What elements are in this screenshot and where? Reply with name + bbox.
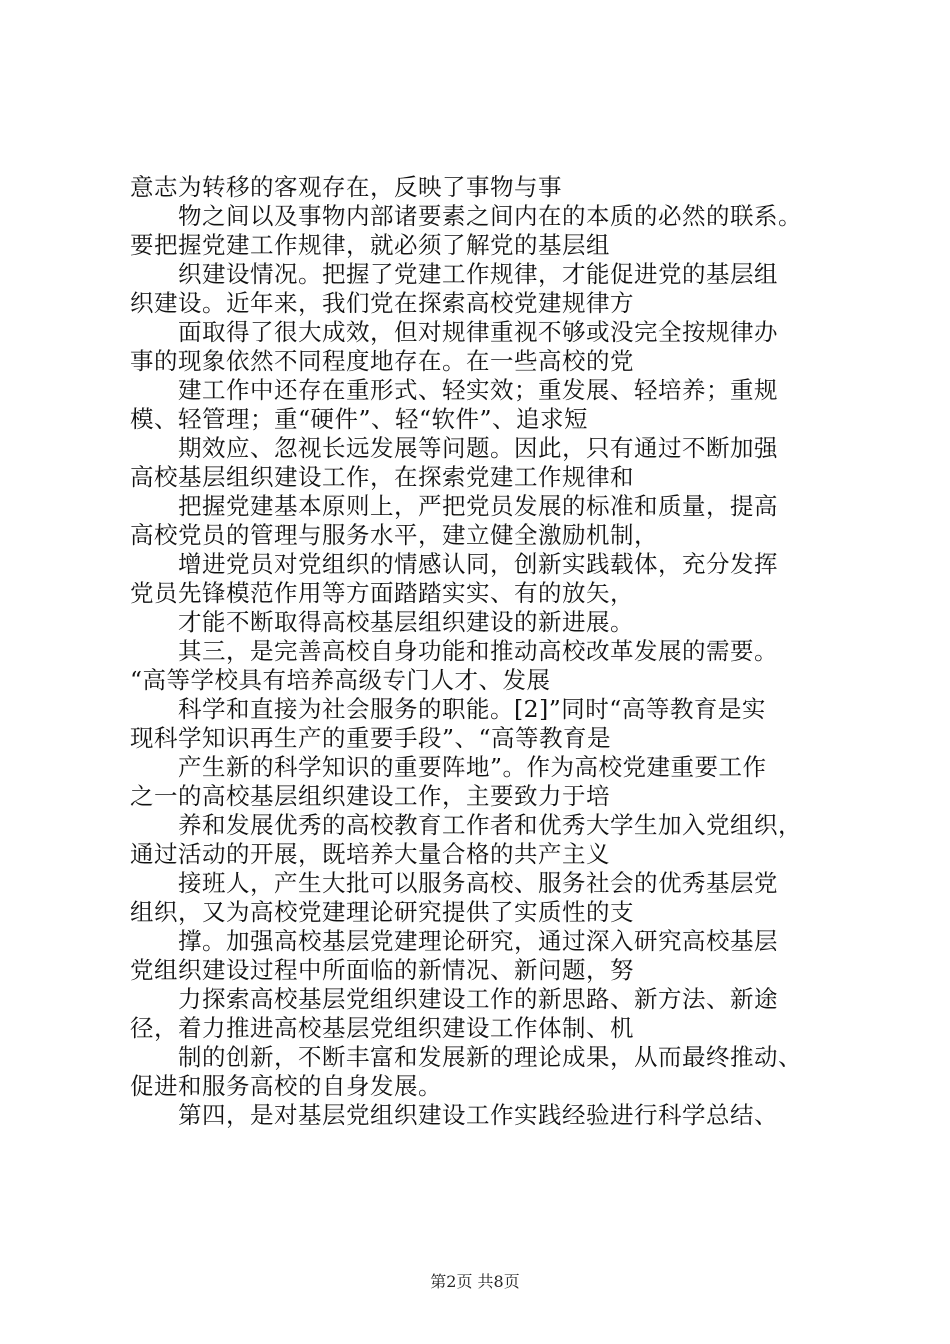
text-line: “高等学校具有培养高级专门人才、发展 (130, 666, 551, 694)
text-line: 之一的高校基层组织建设工作，主要致力于培 (130, 782, 610, 810)
text-line: 把握党建基本原则上，严把党员发展的标准和质量，提高 (178, 492, 778, 520)
text-line: 其三，是完善高校自身功能和推动高校改革发展的需要。 (178, 637, 778, 665)
text-line: 事的现象依然不同程度地存在。在一些高校的党 (130, 347, 634, 375)
text-line: 织建设。近年来，我们党在探索高校党建规律方 (130, 289, 634, 317)
text-line: 撑。加强高校基层党建理论研究，通过深入研究高校基层 (178, 927, 778, 955)
text-line: 物之间以及事物内部诸要素之间内在的本质的必然的联系。 (178, 202, 802, 230)
body-text (130, 173, 850, 1130)
text-line: 期效应、忽视长远发展等问题。因此，只有通过不断加强 (178, 434, 778, 462)
text-line: 高校基层组织建设工作，在探索党建工作规律和 (130, 463, 634, 491)
text-line: 模、轻管理；重“硬件”、轻“软件”、追求短 (130, 405, 589, 433)
text-line: 力探索高校基层党组织建设工作的新思路、新方法、新途 (178, 985, 778, 1013)
text-line: 党组织建设过程中所面临的新情况、新问题，努 (130, 956, 634, 984)
text-line: 组织，又为高校党建理论研究提供了实质性的支 (130, 898, 634, 926)
text-line: 产生新的科学知识的重要阵地”。作为高校党建重要工作 (178, 753, 767, 781)
text-line: 要把握党建工作规律，就必须了解党的基层组 (130, 231, 610, 259)
text-line: 高校党员的管理与服务水平，建立健全激励机制， (130, 521, 658, 549)
text-line: 科学和直接为社会服务的职能。[2]”同时“高等教育是实 (178, 695, 766, 723)
text-line: 增进党员对党组织的情感认同，创新实践载体，充分发挥 (178, 550, 778, 578)
text-line: 面取得了很大成效，但对规律重视不够或没完全按规律办 (178, 318, 778, 346)
text-line: 意志为转移的客观存在，反映了事物与事 (130, 173, 562, 201)
text-line: 制的创新，不断丰富和发展新的理论成果，从而最终推动、 (178, 1043, 802, 1071)
page-footer: 第2页 共8页 (430, 1272, 520, 1291)
text-line: 接班人，产生大批可以服务高校、服务社会的优秀基层党 (178, 869, 778, 897)
text-line: 养和发展优秀的高校教育工作者和优秀大学生加入党组织， (178, 811, 802, 839)
text-line: 通过活动的开展，既培养大量合格的共产主义 (130, 840, 610, 868)
text-line: 第四，是对基层党组织建设工作实践经验进行科学总结、 (178, 1101, 778, 1129)
text-line: 建工作中还存在重形式、轻实效；重发展、轻培养；重规 (178, 376, 778, 404)
text-line: 织建设情况。把握了党建工作规律，才能促进党的基层组 (178, 260, 778, 288)
text-line: 促进和服务高校的自身发展。 (130, 1072, 442, 1100)
text-line: 党员先锋模范作用等方面踏踏实实、有的放矢， (130, 579, 634, 607)
text-line: 径，着力推进高校基层党组织建设工作体制、机 (130, 1014, 634, 1042)
text-line: 现科学知识再生产的重要手段”、“高等教育是 (130, 724, 612, 752)
text-line: 才能不断取得高校基层组织建设的新进展。 (178, 608, 634, 636)
